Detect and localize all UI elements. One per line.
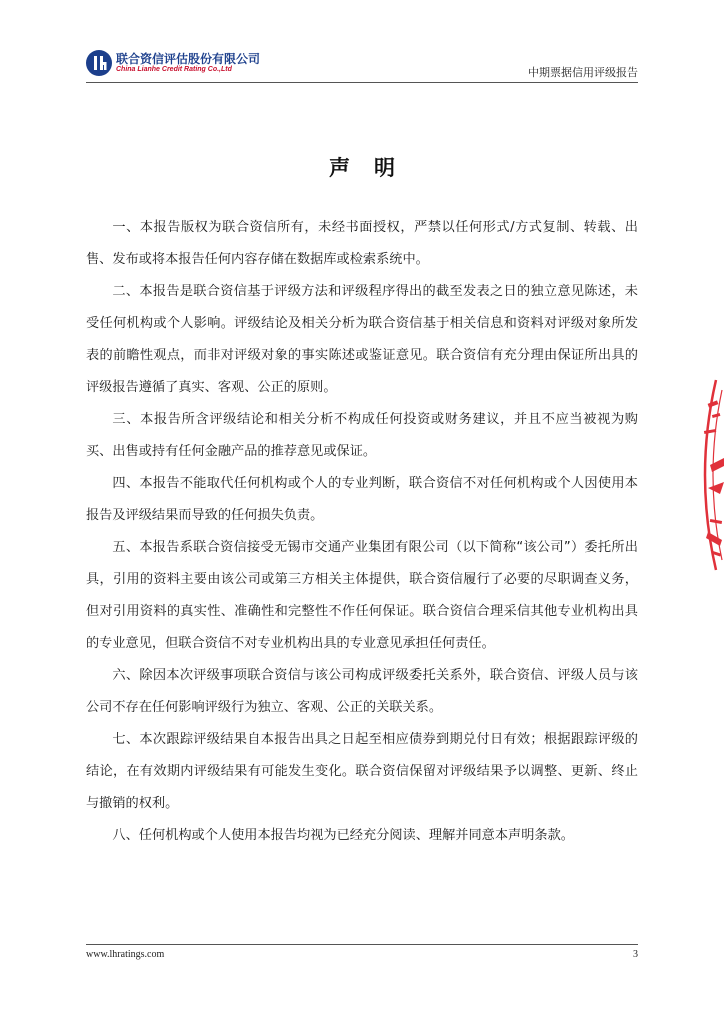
page-title: 声明 <box>329 156 419 180</box>
statement-paragraph: 七、本次跟踪评级结果自本报告出具之日起至相应债券到期兑付日有效；根据跟踪评级的结论，在有效期内评级结果有可能发生变化。联合资信保留对评级结果予以调整、更新、终止与撤销的权利。 <box>86 732 638 811</box>
statement-body <box>86 212 638 852</box>
company-name-en: China Lianhe Credit Rating Co.,Ltd <box>116 66 232 73</box>
official-seal-stamp <box>690 370 724 580</box>
statement-paragraph: 一、本报告版权为联合资信所有，未经书面授权，严禁以任何形式/方式复制、转载、出售、发布或将本报告任何内容存储在数据库或检索系统中。 <box>86 220 638 267</box>
footer-website: www.lhratings.com <box>86 949 165 960</box>
statement-paragraph: 六、除因本次评级事项联合资信与该公司构成评级委托关系外，联合资信、评级人员与该公司不存在任何影响评级行为独立、客观、公正的关联关系。 <box>86 668 638 715</box>
statement-paragraph: 二、本报告是联合资信基于评级方法和评级程序得出的截至发表之日的独立意见陈述，未受任何机构或个人影响。评级结论及相关分析为联合资信基于相关信息和资料对评级对象所发表的前瞻性观点，而非对评级对象的事实陈述或鉴证意见。联合资信有充分理由保证所出具的评级报告遵循了真实、客观、公正的原则。 <box>86 284 638 395</box>
page-number: 3 <box>633 949 638 960</box>
statement-paragraph: 八、任何机构或个人使用本报告均视为已经充分阅读、理解并同意本声明条款。 <box>112 828 574 843</box>
company-logo-icon <box>86 50 112 76</box>
page-header <box>86 44 638 84</box>
header-divider <box>86 82 638 83</box>
footer-divider <box>86 944 638 945</box>
statement-paragraph: 四、本报告不能取代任何机构或个人的专业判断，联合资信不对任何机构或个人因使用本报告及评级结果而导致的任何损失负责。 <box>86 476 638 523</box>
statement-paragraph: 三、本报告所含评级结论和相关分析不构成任何投资或财务建议，并且不应当被视为购买、出售或持有任何金融产品的推荐意见或保证。 <box>86 412 638 459</box>
company-name-cn: 联合资信评估股份有限公司 <box>116 52 261 66</box>
report-type: 中期票据信用评级报告 <box>528 66 638 79</box>
statement-paragraph: 五、本报告系联合资信接受无锡市交通产业集团有限公司（以下简称“该公司”）委托所出具，引用的资料主要由该公司或第三方相关主体提供，联合资信履行了必要的尽职调查义务，但对引用资料的真实性、准确性和完整性不作任何保证。联合资信合理采信其他专业机构出具的专业意见，但联合资信不对专业机构出具的专业意见承担任何责任。 <box>86 540 638 651</box>
